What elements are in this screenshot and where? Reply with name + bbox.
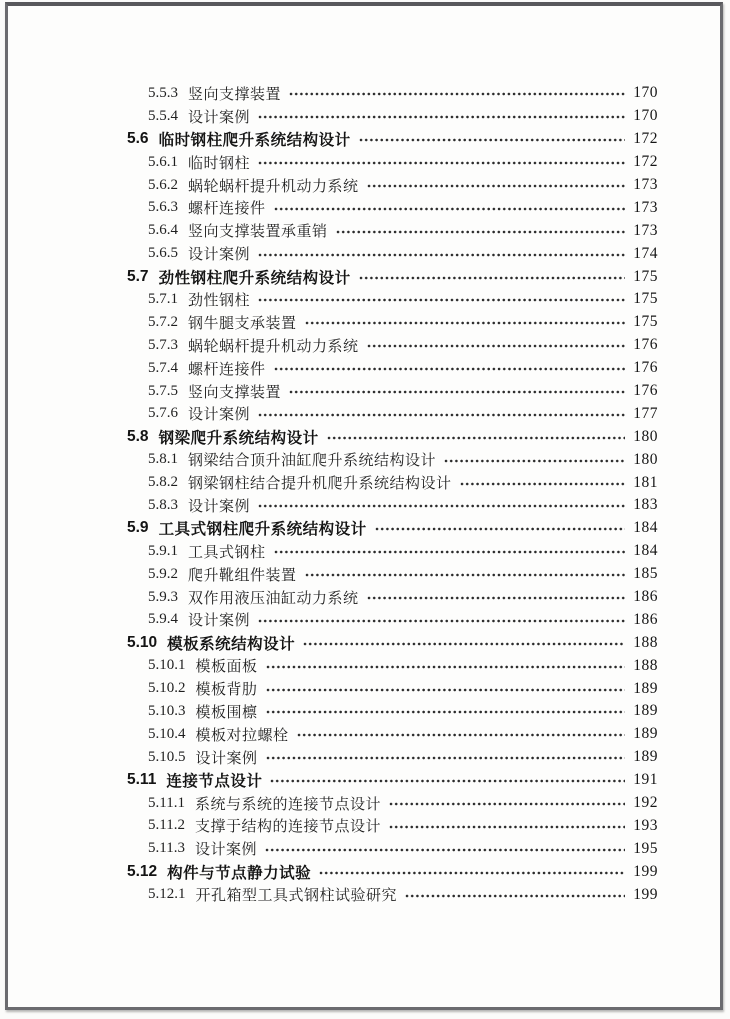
toc-entry-number: 5.10.1 [148,657,186,674]
toc-entry-title: 模板面板 [195,659,258,676]
toc-entry-number: 5.7.3 [148,336,178,353]
toc-entry-page: 181 [633,473,658,491]
toc-entry-page: 188 [633,656,658,674]
toc-entry-title: 爬升靴组件装置 [188,567,297,584]
toc-row [8,815,658,838]
dot-leader [389,825,625,829]
toc-entry-title: 钢梁结合顶升油缸爬升系统结构设计 [188,453,437,470]
toc-entry-page: 189 [633,702,658,720]
toc-entry-page: 183 [633,496,658,514]
dot-leader [444,459,625,463]
toc-entry-title: 劲性钢柱 [188,292,251,309]
toc-entry-title: 竖向支撑装置承重销 [188,224,328,241]
toc-entry-number: 5.9.2 [148,565,178,582]
toc-entry-number: 5.10.2 [148,680,186,697]
toc-row [8,517,658,540]
toc-row [8,334,658,357]
toc-entry-title: 钢梁钢柱结合提升机爬升系统结构设计 [188,476,452,493]
toc-entry-page: 173 [633,221,658,239]
dot-leader [258,161,625,165]
toc-entry-page: 174 [633,244,658,262]
toc-entry-title: 劲性钢柱爬升系统结构设计 [158,269,351,287]
dot-leader [258,115,625,119]
dot-leader [305,573,625,577]
toc-row [8,700,658,723]
toc-entry-number: 5.9.3 [148,588,178,605]
toc-entry-number: 5.7.6 [148,405,178,422]
toc-row [8,677,658,700]
toc-entry-number: 5.9.4 [148,611,178,628]
toc-row [8,837,658,860]
toc-list [8,82,658,906]
dot-leader [258,413,625,417]
dot-leader [289,92,625,96]
dot-leader [258,619,625,623]
toc-entry-number: 5.11 [127,771,157,789]
toc-entry-title: 工具式钢柱 [188,544,266,561]
toc-entry-title: 开孔箱型工具式钢柱试验研究 [195,888,398,905]
toc-entry-page: 185 [633,565,658,583]
toc-entry-page: 189 [633,679,658,697]
toc-row [8,174,658,197]
toc-entry-number: 5.8 [127,427,149,445]
toc-row [8,471,658,494]
dot-leader [305,321,625,325]
toc-entry-page: 176 [633,382,658,400]
toc-entry-page: 199 [633,885,658,903]
toc-entry-number: 5.12 [127,862,158,880]
toc-entry-title: 设计案例 [194,842,257,859]
dot-leader [258,253,625,257]
toc-entry-title: 设计案例 [188,613,251,630]
toc-entry-title: 模板背肋 [195,682,258,699]
toc-entry-title: 模板围檩 [195,704,258,721]
toc-entry-title: 系统与系统的连接节点设计 [194,796,381,813]
toc-entry-page: 186 [633,610,658,628]
toc-entry-page: 199 [633,862,658,880]
toc-entry-title: 螺杆连接件 [188,361,266,378]
toc-row [8,792,658,815]
toc-entry-title: 工具式钢柱爬升系统结构设计 [158,521,367,539]
toc-row [8,631,658,654]
dot-leader [336,230,625,234]
dot-leader [266,756,625,760]
toc-entry-page: 175 [633,313,658,331]
toc-entry-number: 5.7.2 [148,313,178,330]
toc-entry-page: 184 [633,519,658,537]
toc-entry-page: 176 [633,359,658,377]
dot-leader [274,367,625,371]
toc-entry-page: 172 [633,153,658,171]
dot-leader [359,276,625,280]
toc-row [8,494,658,517]
toc-entry-number: 5.10.5 [148,748,186,765]
toc-entry-page: 170 [633,107,658,125]
toc-entry-number: 5.9.1 [148,542,178,559]
dot-leader [274,207,625,211]
toc-entry-page: 180 [633,427,658,445]
toc-entry-title: 设计案例 [188,407,251,424]
toc-entry-number: 5.7 [127,267,149,285]
toc-entry-number: 5.6.5 [148,245,178,262]
dot-leader [266,688,625,692]
toc-entry-title: 设计案例 [188,247,251,264]
dot-leader [258,298,625,302]
toc-entry-number: 5.8.1 [148,451,178,468]
toc-entry-page: 172 [633,130,658,148]
toc-row [8,265,658,288]
toc-entry-title: 模板对拉螺栓 [195,727,289,744]
toc-entry-number: 5.12.1 [148,886,186,903]
toc-entry-title: 蜗轮蜗杆提升机动力系统 [188,178,359,195]
toc-entry-title: 构件与节点静力试验 [167,864,312,882]
toc-row [8,105,658,128]
toc-entry-title: 螺杆连接件 [188,201,266,218]
toc-entry-title: 双作用液压油缸动力系统 [188,590,359,607]
dot-leader [289,390,625,394]
toc-entry-number: 5.6.4 [148,222,178,239]
dot-leader [266,710,625,714]
toc-row [8,563,658,586]
toc-row [8,380,658,403]
dot-leader [297,733,625,737]
toc-row [8,654,658,677]
dot-leader [303,642,625,646]
toc-entry-title: 支撑于结构的连接节点设计 [194,819,381,836]
toc-entry-number: 5.10.3 [148,702,186,719]
toc-entry-number: 5.6.1 [148,153,178,170]
toc-row [8,151,658,174]
toc-entry-number: 5.6 [127,130,149,148]
toc-entry-title: 设计案例 [188,498,251,515]
toc-row [8,723,658,746]
dot-leader [266,665,625,669]
toc-entry-title: 设计案例 [188,109,251,126]
toc-entry-page: 176 [633,336,658,354]
toc-row [8,448,658,471]
page-border-frame [5,2,723,1010]
toc-entry-title: 模板系统结构设计 [167,635,296,653]
toc-entry-page: 195 [633,839,658,857]
toc-row [8,311,658,334]
dot-leader [367,344,625,348]
toc-entry-number: 5.6.3 [148,199,178,216]
toc-entry-page: 189 [633,725,658,743]
dot-leader [375,527,625,531]
toc-entry-number: 5.5.4 [148,107,178,124]
dot-leader [460,482,625,486]
toc-entry-page: 186 [633,588,658,606]
toc-entry-page: 184 [633,542,658,560]
toc-entry-number: 5.10 [127,633,158,651]
dot-leader [367,184,625,188]
toc-row [8,288,658,311]
toc-entry-number: 5.11.1 [148,794,185,811]
toc-row [8,402,658,425]
toc-entry-title: 连接节点设计 [166,773,263,791]
dot-leader [265,848,625,852]
dot-leader [405,894,625,898]
toc-entry-page: 175 [633,290,658,308]
toc-entry-number: 5.7.1 [148,290,178,307]
toc-row [8,608,658,631]
toc-entry-title: 钢梁爬升系统结构设计 [158,429,319,447]
toc-row [8,425,658,448]
toc-entry-page: 170 [633,84,658,102]
toc-entry-title: 临时钢柱 [188,155,251,172]
toc-entry-title: 临时钢柱爬升系统结构设计 [158,132,351,150]
toc-entry-page: 189 [633,748,658,766]
dot-leader [258,504,625,508]
toc-entry-title: 竖向支撑装置 [188,384,282,401]
toc-entry-number: 5.5.3 [148,84,178,101]
dot-leader [359,138,625,142]
dot-leader [327,436,625,440]
toc-entry-number: 5.6.2 [148,176,178,193]
toc-entry-page: 175 [633,267,658,285]
toc-row [8,883,658,906]
toc-entry-title: 蜗轮蜗杆提升机动力系统 [188,338,359,355]
toc-entry-number: 5.8.3 [148,496,178,513]
toc-entry-number: 5.10.4 [148,725,186,742]
toc-entry-page: 191 [633,771,658,789]
dot-leader [389,802,625,806]
toc-entry-number: 5.8.2 [148,474,178,491]
toc-row [8,219,658,242]
toc-entry-page: 180 [633,450,658,468]
toc-row [8,746,658,769]
toc-entry-page: 173 [633,176,658,193]
toc-entry-page: 192 [633,794,658,812]
toc-row [8,82,658,105]
dot-leader [274,550,625,554]
toc-entry-number: 5.7.4 [148,359,178,376]
toc-entry-number: 5.7.5 [148,382,178,399]
toc-row [8,586,658,609]
toc-row [8,196,658,219]
toc-entry-title: 设计案例 [195,750,258,767]
toc-entry-page: 188 [633,633,658,651]
dot-leader [319,871,625,875]
dot-leader [367,596,625,600]
toc-row [8,357,658,380]
toc-entry-page: 177 [633,404,658,422]
toc-row [8,860,658,883]
toc-row [8,540,658,563]
toc-entry-title: 竖向支撑装置 [188,86,282,103]
toc-entry-page: 193 [633,816,658,834]
dot-leader [270,779,625,783]
toc-entry-title: 钢牛腿支承装置 [188,315,297,332]
toc-row [8,769,658,792]
toc-row [8,242,658,265]
toc-entry-number: 5.11.2 [148,817,185,834]
toc-entry-number: 5.9 [127,519,149,537]
toc-row [8,128,658,151]
toc-entry-number: 5.11.3 [148,840,185,857]
toc-entry-page: 173 [633,198,658,216]
